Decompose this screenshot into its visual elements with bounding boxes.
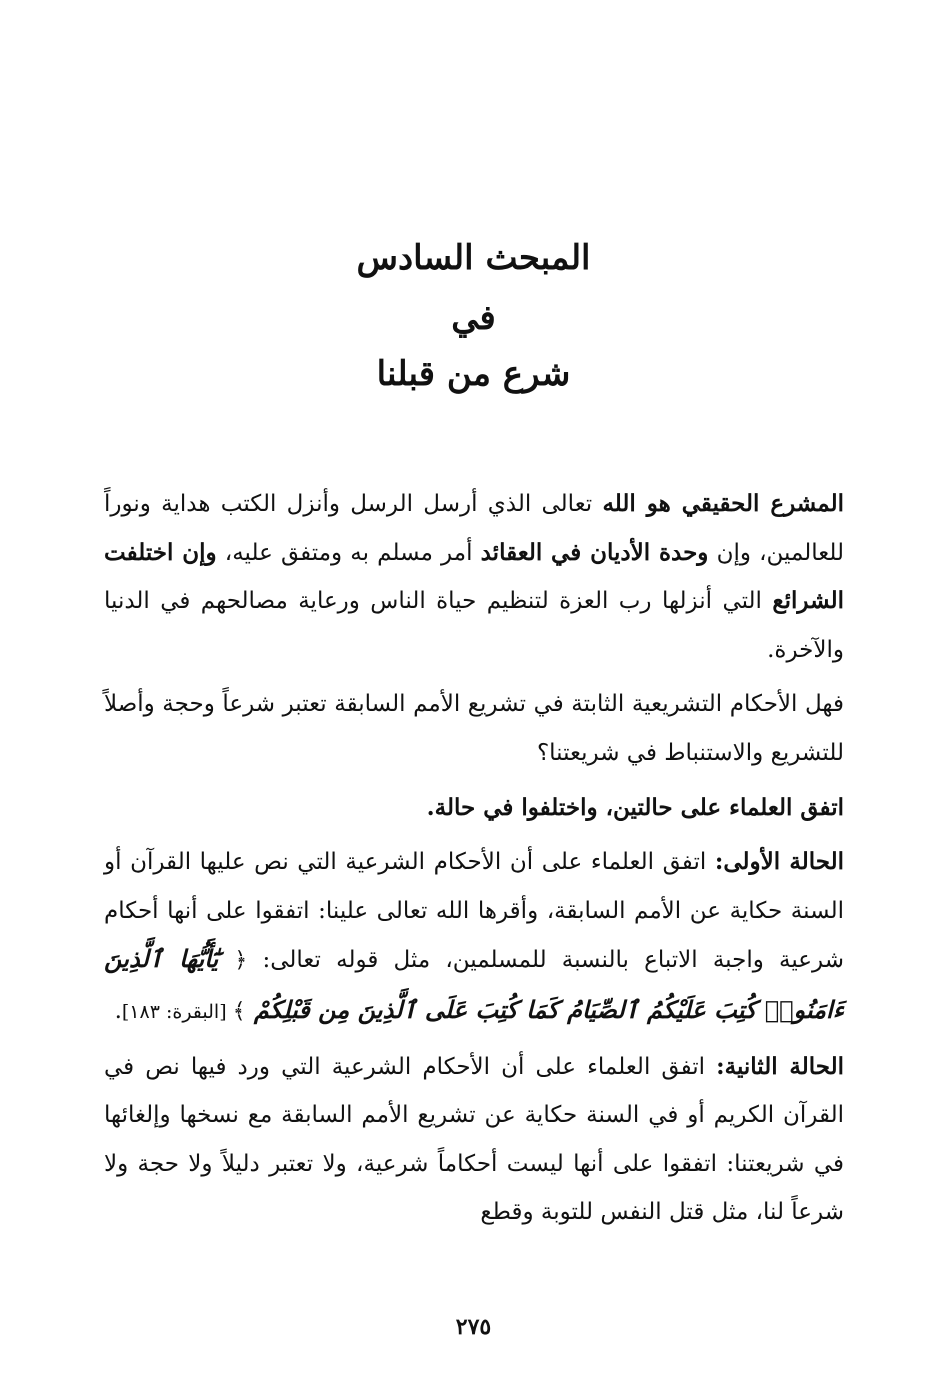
text-run: أمر مسلم به ومتفق عليه، [216,539,481,566]
paragraph-intro [104,480,844,674]
text-run: تعالى الذي أرسل الرسل وأنزل الكتب هداية ونوراً للعالمين، وإن [104,491,845,566]
quran-bracket-open: ﴿ [234,948,248,974]
page-number: ٢٧٥ [455,1314,492,1340]
quran-verse: يَٰٓأَيُّهَا ٱلَّذِينَ ءَامَنُوا۟ كُتِبَ عَلَيْكُمُ ٱلصِّيَامُ كَمَا كُتِبَ عَلَى ٱلَّذِينَ مِن قَبْلِكُمْ [104,944,844,1024]
bold-phrase: اتفق العلماء على حالتين، واختلفوا في حالة. [426,793,844,821]
bold-phrase: وإن اختلفت الشرائع [104,538,844,615]
section-connector: في [451,298,496,338]
section-title: المبحث السادس [356,238,591,278]
bold-phrase: وحدة الأديان في العقائد [480,538,709,566]
body-text [104,480,844,1243]
verse-reference: [البقرة: ١٨٣] [121,1000,233,1023]
text-run: التي أنزلها رب العزة لتنظيم حياة الناس ورعاية مصالحهم في الدنيا والآخرة. [104,588,844,663]
case-label: الحالة الأولى: [714,848,844,876]
paragraph-case-two [104,1043,844,1237]
section-topic: شرع من قبلنا [376,354,571,394]
quran-bracket-close: ﴾ [232,998,246,1024]
paragraph-question [104,680,844,777]
text-run: . [114,997,122,1024]
case-label: الحالة الثانية: [716,1052,845,1080]
text-run: اتفق العلماء على أن الأحكام الشرعية التي نص عليها القرآن أو السنة حكاية عن الأمم السابقة، وأقرها الله تعالى علينا: اتفقوا على أنها أحكام شرعية واجبة الاتباع بالنسبة للمسلمين، مثل قوله تعالى: [104,849,844,974]
bold-phrase: المشرع الحقيقي هو الله [602,490,844,517]
paragraph-summary [104,784,844,833]
paragraph-case-one [104,838,844,1036]
text-run: فهل الأحكام التشريعية الثابتة في تشريع الأمم السابقة تعتبر شرعاً وحجة وأصلاً للتشريع والاستنباط في شريعتنا؟ [104,691,844,766]
text-run: اتفق العلماء على أن الأحكام الشرعية التي ورد فيها نص في القرآن الكريم أو في السنة حكاية عن تشريع الأمم السابقة مع نسخها وإلغائها في شريعتنا: اتفقوا على أنها ليست أحكاماً شرعية، ولا تعتبر دليلاً ولا حجة ولا شرعاً لنا، مثل قتل النفس للتوبة وقطع [104,1053,844,1226]
